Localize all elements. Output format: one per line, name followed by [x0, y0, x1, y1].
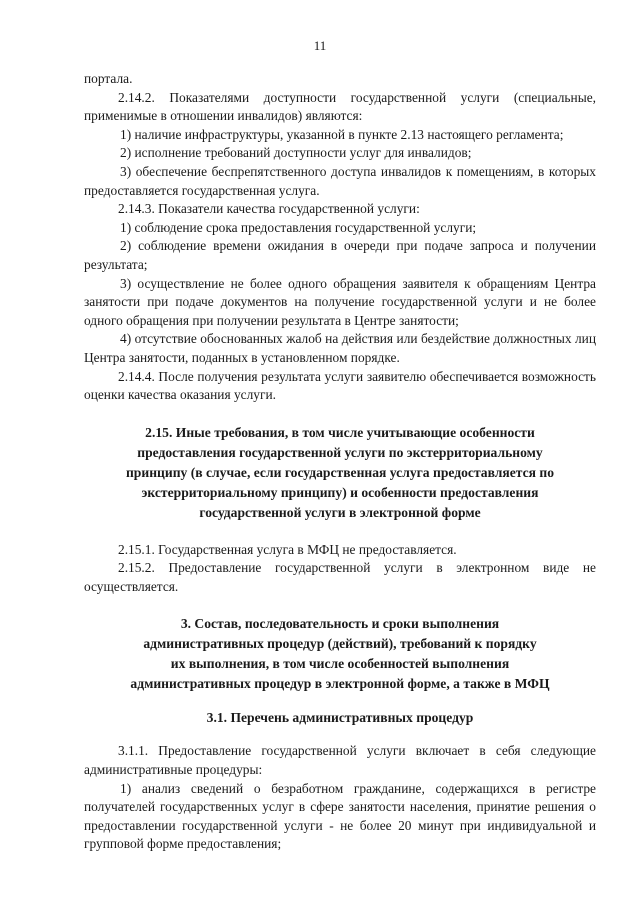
heading-line: 2.15. Иные требования, в том числе учитывающие особенности — [145, 424, 535, 440]
list-item: 1) соблюдение срока предоставления государственной услуги; — [120, 219, 477, 235]
heading-3-1: 3.1. Перечень административных процедур — [206, 710, 474, 726]
paragraph-2-14-3: 2.14.3. Показатели качества государственной услуги: — [118, 201, 420, 217]
list-item: 2) исполнение требований доступности услуг для инвалидов; — [120, 145, 472, 161]
heading-2-15 — [84, 423, 596, 523]
paragraph-2-14-4: 2.14.4. После получения результата услуги заявителю обеспечивается возможность оценки качества оказания услуги. — [84, 368, 596, 403]
heading-line: предоставления государственной услуги по экстерриториальному — [137, 444, 543, 460]
heading-line: их выполнения, в том числе особенностей выполнения — [170, 656, 510, 672]
heading-line: государственной услуги в электронной форме — [199, 504, 481, 520]
paragraph-2-14-2: 2.14.2. Показателями доступности государственной услуги (специальные, применимые в отношении инвалидов) являются: — [84, 89, 596, 124]
list-item: 4) отсутствие обоснованных жалоб на действия или бездействие должностных лиц Центра занятости, поданных в установленном порядке. — [84, 331, 596, 365]
paragraph-2-15-1: 2.15.1. Государственная услуга в МФЦ не предоставляется. — [118, 541, 457, 557]
page-number: 11 — [313, 38, 327, 53]
heading-3 — [84, 614, 596, 694]
section-3-1 — [84, 742, 596, 854]
paragraph-3-1-1: 3.1.1. Предоставление государственной услуги включает в себя следующие административные процедуры: — [84, 743, 596, 778]
heading-line: 3. Состав, последовательность и сроки выполнения — [180, 616, 500, 632]
section-2-14 — [84, 70, 596, 405]
list-item: 3) обеспечение беспрепятственного доступа инвалидов к помещениям, в которых предоставляется государственная услуга. — [84, 163, 596, 198]
heading-line: принципу (в случае, если государственная услуга предоставляется по — [125, 464, 555, 480]
list-item: 2) соблюдение времени ожидания в очереди при подаче запроса и получении результата; — [84, 238, 596, 272]
section-2-15 — [84, 541, 596, 597]
heading-line: административных процедур (действий), требований к порядку — [143, 636, 537, 652]
list-item: 1) анализ сведений о безработном гражданине, содержащихся в регистре получателей государственных услуг в сфере занятости населения, принятие решения о предоставлении государственной услуги - не более 20 минут при индивидуальной и групповой форме предоставления; — [84, 780, 596, 852]
paragraph: портала. — [84, 71, 133, 86]
list-item: 1) наличие инфраструктуры, указанной в пункте 2.13 настоящего регламента; — [120, 126, 564, 142]
heading-line: экстерриториальному принципу) и особенности предоставления — [141, 484, 539, 500]
paragraph-2-15-2: 2.15.2. Предоставление государственной услуги в электронном виде не осуществляется. — [84, 560, 596, 594]
heading-line: административных процедур в электронной форме, а также в МФЦ — [130, 676, 550, 692]
document-body — [84, 70, 596, 854]
list-item: 3) осуществление не более одного обращения заявителя к обращениям Центра занятости при подаче документов на получение государственной услуги и не более одного обращения при получении результата в Центре занятости; — [84, 275, 596, 328]
